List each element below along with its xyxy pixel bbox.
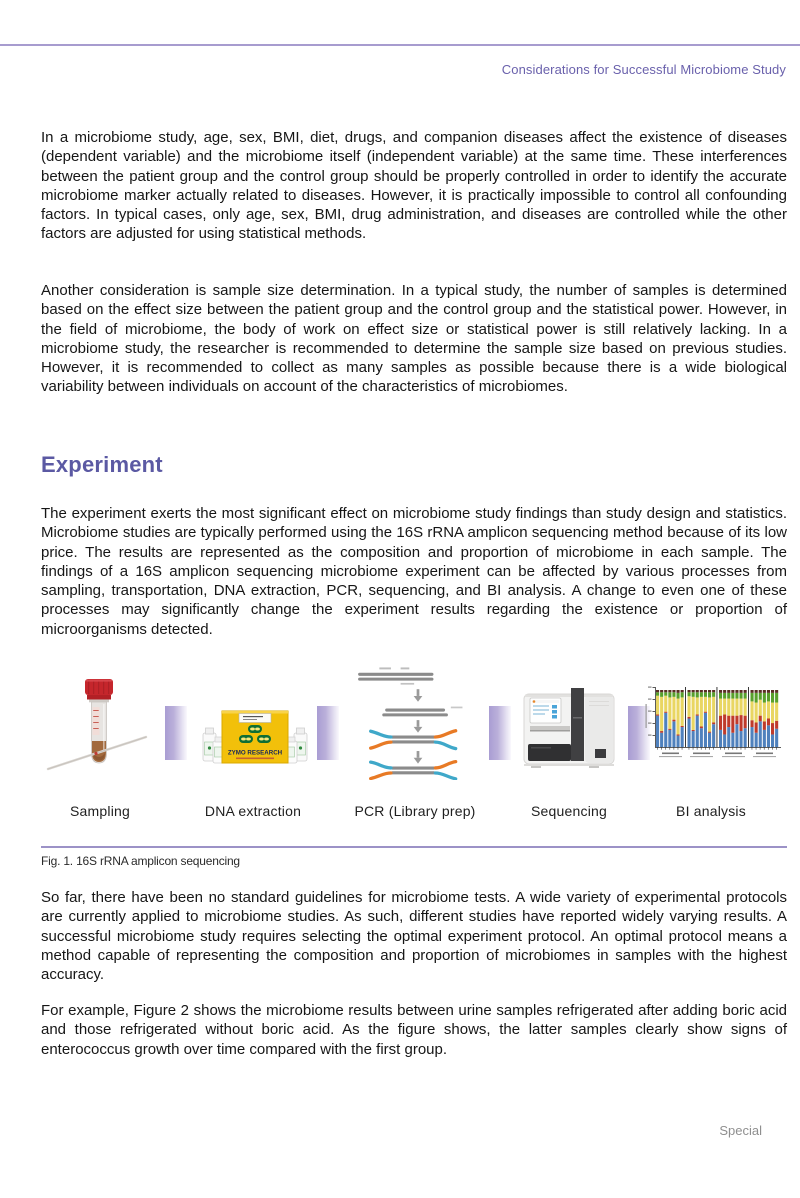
- specimen-tube-swab-icon: [32, 667, 182, 779]
- paragraph-boric-acid-example: For example, Figure 2 shows the microbiome results between urine samples refrigerated after adding boric acid and those refrigerated without boric acid. As the figure shows, the latter samples clearly show signs of enterococcus growth over time compared with the first group.: [41, 1002, 787, 1058]
- flow-connector-icon: [317, 706, 339, 760]
- section-heading-experiment: Experiment: [41, 452, 163, 477]
- running-head: Considerations for Successful Microbiome Study: [501, 62, 786, 77]
- dna-extraction-kit-icon: [200, 697, 310, 777]
- figure-step-label-bi-analysis: BI analysis: [676, 803, 746, 819]
- paragraph-guidelines: So far, there have been no standard guidelines for microbiome tests. A wide variety of experimental protocols are currently applied to microbiome studies. As such, different studies have reported widely varying results. A successful microbiome study requires selecting the optimal experiment protocol. An optimal protocol means a method capable of representing the composition and proportion of microbiomes in samples with the highest accuracy.: [41, 889, 787, 984]
- figure-16s-workflow: [41, 664, 787, 824]
- dna-sequencer-icon: [519, 687, 619, 772]
- figure-rule: [41, 846, 787, 848]
- figure-step-label-sequencing: Sequencing: [531, 803, 607, 819]
- paragraph-sample-size: Another consideration is sample size determination. In a typical study, the number of samples is determined based on the effect size between the patient group and the control group and the statistical power. However, in the field of microbiome, the body of work on effect size or statistical power is still relatively lacking. In a microbiome study, the researcher is recommended to determine the sample size based on previous studies. However, it is recommended to collect as many samples as possible because there is a wide biological variability between individuals on account of the characteristics of microbiomes.: [41, 282, 787, 396]
- kit-brand-text: ZYMO RESEARCH: [227, 749, 283, 757]
- figure-caption: Fig. 1. 16S rRNA amplicon sequencing: [41, 854, 240, 868]
- top-rule: [0, 44, 800, 46]
- stacked-bar-chart-icon: [645, 684, 787, 760]
- figure-step-label-dna-extraction: DNA extraction: [204, 803, 302, 819]
- footer-section-label: Special: [719, 1123, 762, 1138]
- paragraph-experiment-intro: The experiment exerts the most significant effect on microbiome study findings than study design and statistics. Microbiome studies are typically performed using the 16S rRNA amplicon sequencing method because of its low price. The results are represented as the composition and proportion of microbiome in each sample. The findings of a 16S amplicon sequencing microbiome experiment can be affected by various processes from sampling, transportation, DNA extraction, PCR, sequencing, and BI analysis. A change to even one of these processes may significantly change the experiment results regarding the existence or proportion of microorganisms detected.: [41, 505, 787, 638]
- paragraph-confounding-factors: In a microbiome study, age, sex, BMI, diet, drugs, and companion diseases affect the existence of diseases (dependent variable) and the microbiome itself (independent variable) at the same time. These interferences between the patient group and the control group should be properly controlled in order to identify the accurate microbiome marker actually related to diseases. However, it is practically impossible to control all confounding factors. In typical cases, only age, sex, BMI, drug administration, and diseases are controlled while the other factors are adjusted for using statistical methods.: [41, 129, 787, 243]
- figure-step-label-sampling: Sampling: [70, 803, 130, 819]
- flow-connector-icon: [489, 706, 511, 760]
- figure-step-label-pcr: PCR (Library prep): [354, 803, 476, 819]
- flow-connector-icon: [165, 706, 187, 760]
- pcr-library-prep-icon: [348, 666, 488, 780]
